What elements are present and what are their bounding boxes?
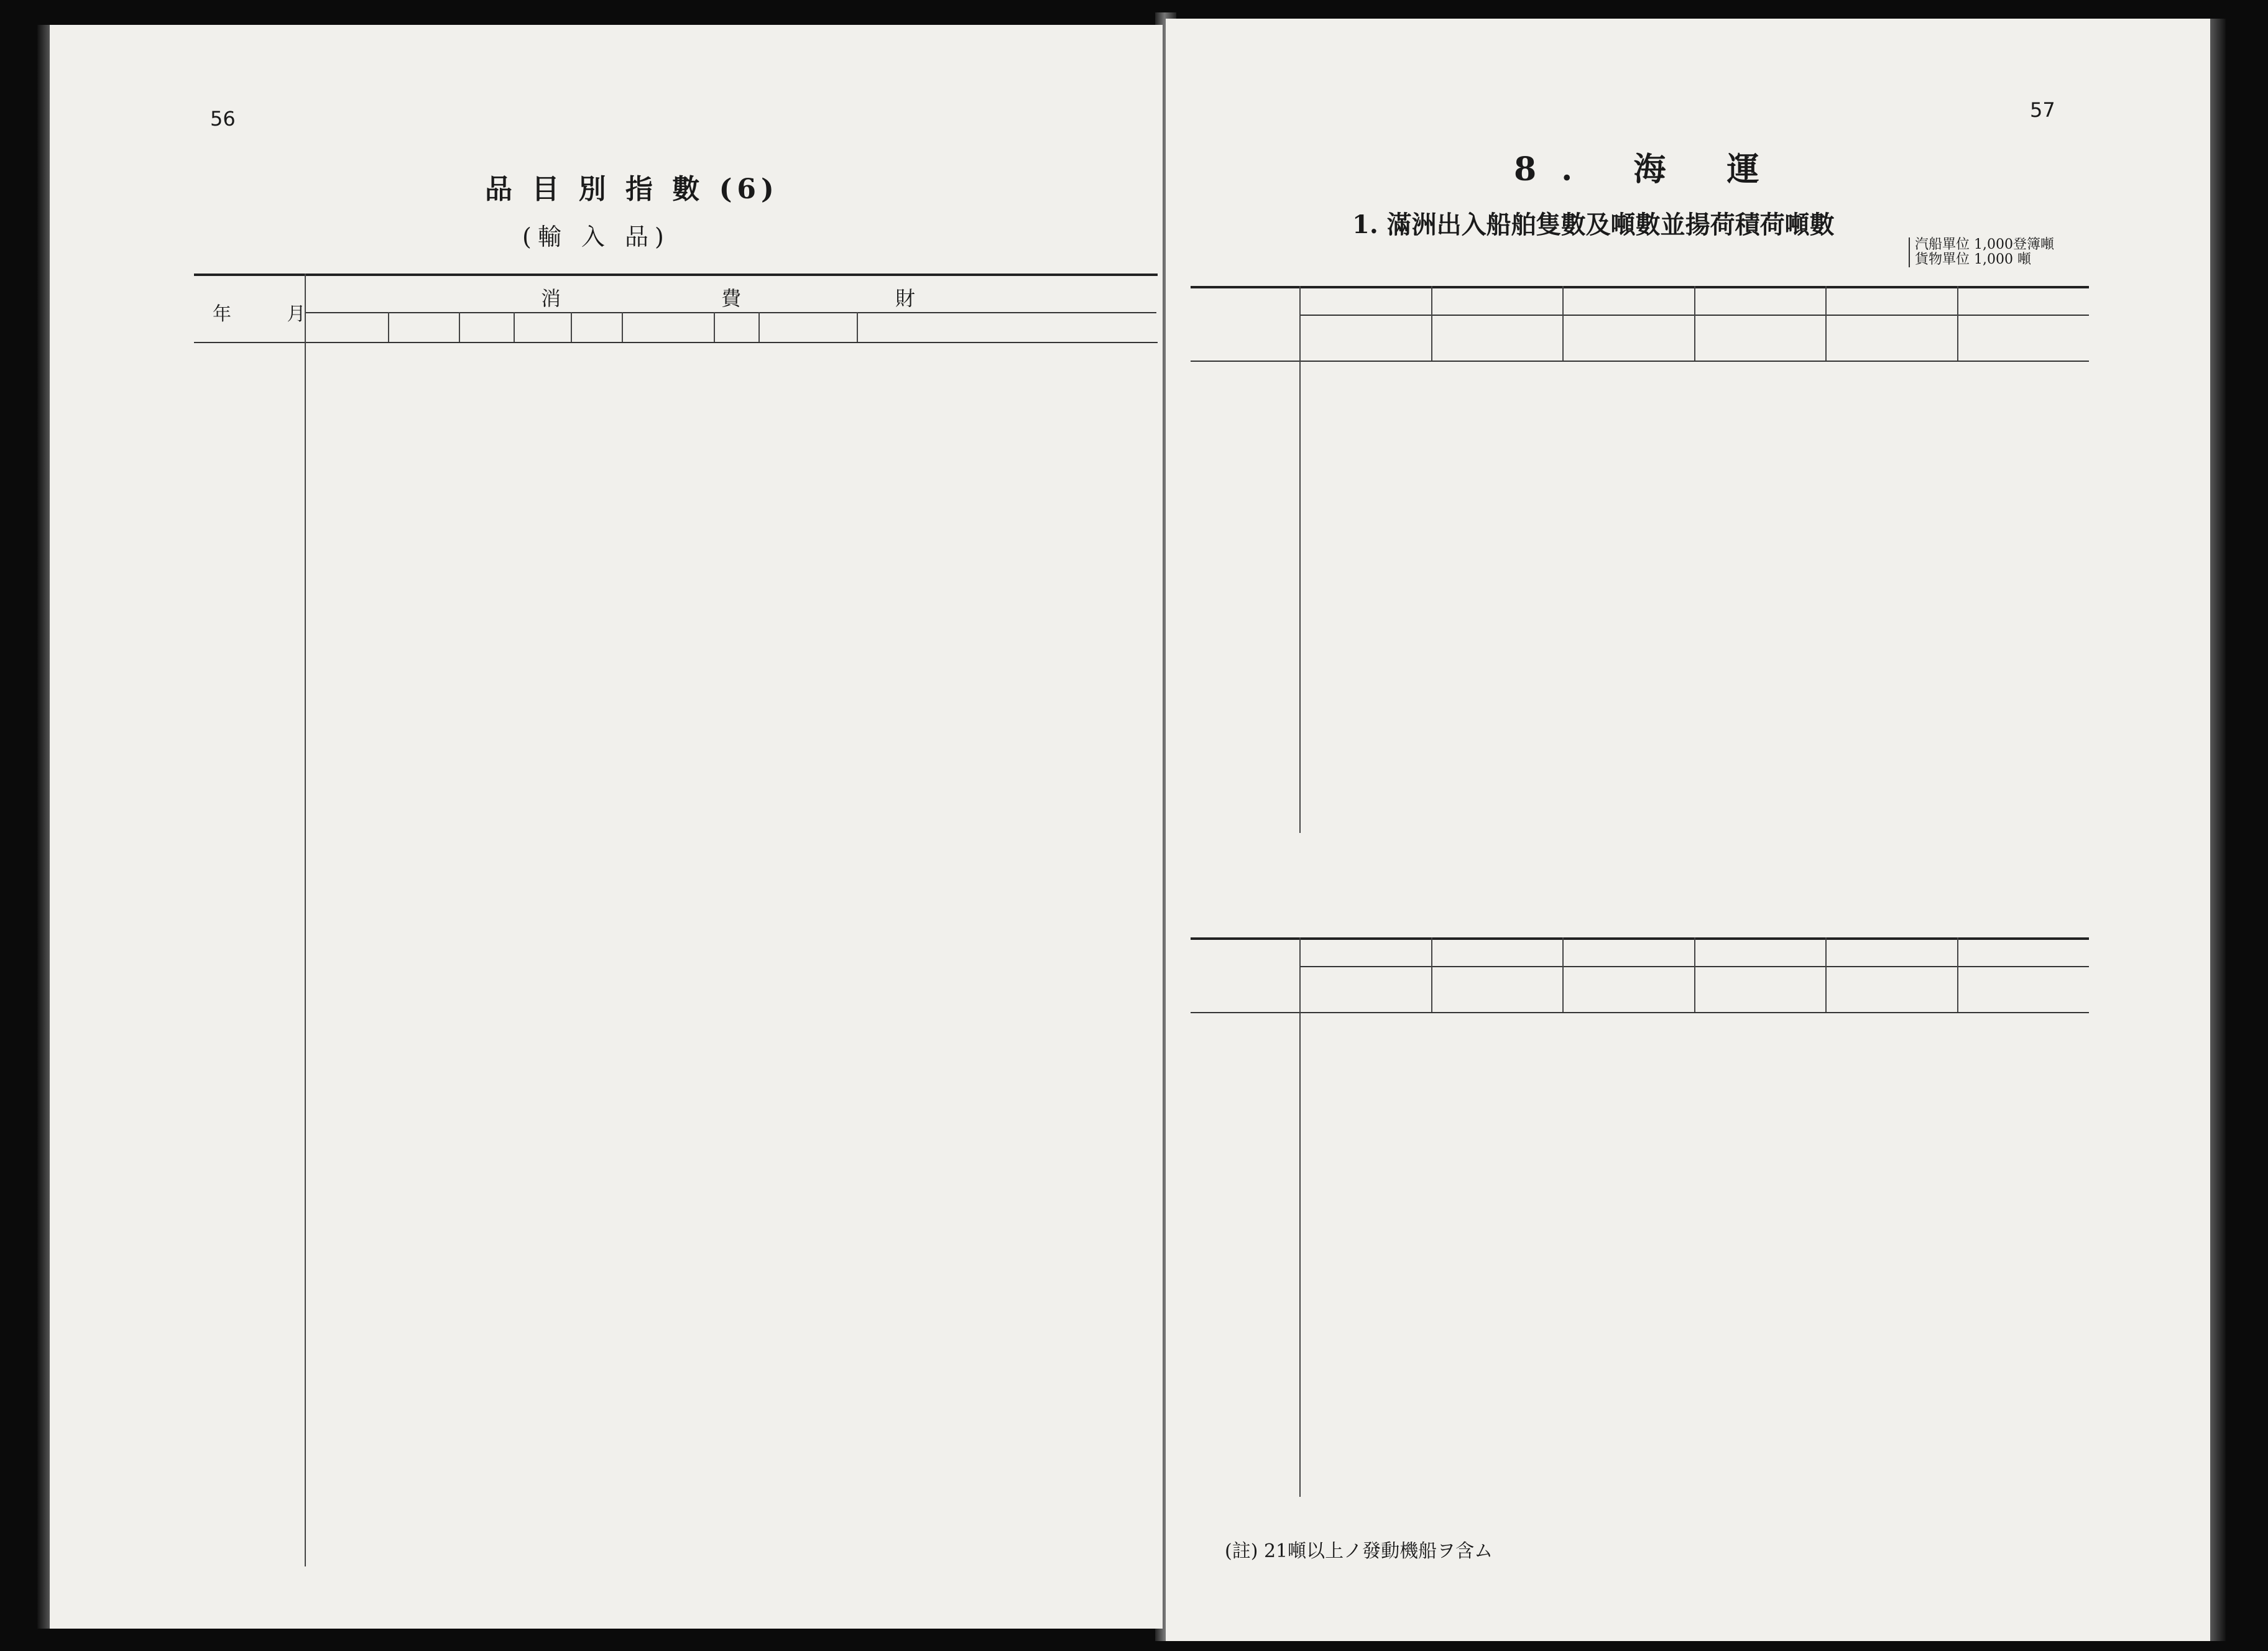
table-row [1191, 556, 2089, 573]
row-header: 年 月 [213, 303, 331, 325]
table-row [194, 1081, 1158, 1100]
group-divider [1825, 286, 1827, 361]
table-row [194, 836, 1158, 855]
table-row [194, 1514, 1158, 1532]
table-row [1191, 1432, 2089, 1450]
column-divider [622, 312, 623, 342]
table-row [194, 432, 1158, 451]
table-row [1191, 1105, 2089, 1123]
left-index-table [194, 351, 1158, 1570]
table-row [194, 865, 1158, 884]
right-page [1166, 19, 2210, 1641]
table-row [194, 1006, 1158, 1024]
table-row [1191, 1329, 2089, 1346]
table-row [1191, 818, 2089, 835]
header-bottom-rule [1191, 361, 2089, 362]
group-divider [1957, 286, 1958, 361]
column-divider [514, 312, 515, 342]
table-row [194, 1288, 1158, 1307]
table-row [194, 715, 1158, 734]
table-row [194, 518, 1158, 537]
table-row [1191, 1348, 2089, 1365]
group-divider [1431, 937, 1432, 1012]
table-row [194, 761, 1158, 780]
table-row [1191, 574, 2089, 592]
column-divider [758, 312, 760, 342]
left-page [50, 25, 1163, 1629]
table-row [1191, 1189, 2089, 1206]
table-row [1191, 435, 2089, 453]
table-row [194, 1373, 1158, 1391]
table-row [1191, 1292, 2089, 1309]
unit-note [1909, 237, 2054, 267]
table-top-rule [194, 274, 1158, 276]
group-header-3: 財 [895, 287, 916, 310]
page-title: 8. 海 運 [1514, 150, 1784, 188]
group-divider [1694, 937, 1695, 1012]
table-row [194, 1250, 1158, 1269]
table-row [1191, 472, 2089, 490]
table-top-rule [1191, 286, 2089, 288]
table-row [194, 470, 1158, 489]
page-subtitle: (輸 入 品) [522, 223, 670, 251]
table-row [194, 780, 1158, 799]
unit-note-cargo: 貨物單位 1,000 噸 [1915, 252, 2031, 268]
table-row [1191, 1244, 2089, 1262]
table-row [194, 1325, 1158, 1344]
table-row [1191, 367, 2089, 384]
ship-table [1191, 367, 2089, 839]
table-row [1191, 491, 2089, 508]
group-divider [1694, 286, 1695, 361]
table-row [1191, 781, 2089, 798]
ship-table [1191, 1018, 2089, 1491]
table-row [1191, 734, 2089, 751]
table-row [1191, 762, 2089, 780]
table-row [194, 593, 1158, 612]
table-row [1191, 1366, 2089, 1384]
table-row [1191, 640, 2089, 658]
column-divider [571, 312, 572, 342]
table-row [194, 500, 1158, 518]
table-row [194, 640, 1158, 659]
table-row [1191, 1451, 2089, 1468]
table-row [1191, 518, 2089, 536]
group-divider [1562, 286, 1564, 361]
table-row [194, 395, 1158, 413]
table-row [1191, 1263, 2089, 1281]
table-row [1191, 1170, 2089, 1187]
table-row [194, 1428, 1158, 1447]
table-row [194, 987, 1158, 1006]
unit-note-ships: 汽船單位 1,000登簿噸 [1915, 237, 2054, 252]
table-row [194, 1166, 1158, 1184]
column-divider [388, 312, 389, 342]
group-header-1: 消 [541, 287, 561, 310]
table-row [194, 1110, 1158, 1128]
table-row [194, 1476, 1158, 1495]
table-row [1191, 1207, 2089, 1225]
table-row [1191, 1143, 2089, 1160]
table-row [1191, 1226, 2089, 1243]
table-row [194, 1307, 1158, 1325]
table-row [194, 1128, 1158, 1147]
table-row [194, 413, 1158, 432]
table-row [194, 884, 1158, 903]
table-row [194, 799, 1158, 817]
table-row [194, 1231, 1158, 1250]
table-row [194, 1184, 1158, 1203]
table-row [1191, 696, 2089, 714]
header-bottom-rule [1191, 1012, 2089, 1013]
table-row [194, 1495, 1158, 1514]
table-row [194, 903, 1158, 921]
table-row [194, 574, 1158, 593]
table-row [1191, 1018, 2089, 1036]
table-row [1191, 1385, 2089, 1402]
table-row [1191, 593, 2089, 610]
table-row [194, 817, 1158, 836]
group-header-2: 費 [721, 287, 742, 310]
page-subtitle: 1. 滿洲出入船舶隻數及噸數並揚荷積荷噸數 [1352, 210, 1835, 239]
table-row [1191, 678, 2089, 695]
table-row [194, 743, 1158, 761]
table-row [1191, 1414, 2089, 1431]
page-title: 品 目 別 指 數 (6) [485, 173, 779, 205]
table-row [194, 1043, 1158, 1062]
table-row [194, 1447, 1158, 1466]
table-row [1191, 404, 2089, 421]
table-row [1191, 1037, 2089, 1054]
table-row [1191, 715, 2089, 732]
group-divider [1957, 937, 1958, 1012]
table-row [194, 678, 1158, 697]
footnote: (註) 21噸以上ノ發動機船ヲ含ム [1225, 1540, 1493, 1562]
table-row [194, 1203, 1158, 1221]
table-row [1191, 659, 2089, 676]
table-row [1191, 1087, 2089, 1104]
table-row [1191, 454, 2089, 471]
page-number: 57 [2030, 98, 2055, 122]
table-row [1191, 385, 2089, 403]
table-row [1191, 1310, 2089, 1328]
table-row [194, 537, 1158, 556]
column-divider [459, 312, 460, 342]
table-row [194, 451, 1158, 470]
table-row [1191, 1469, 2089, 1487]
table-top-rule [1191, 937, 2089, 940]
group-divider [1562, 937, 1564, 1012]
table-row [194, 556, 1158, 574]
group-header-rule [305, 312, 1156, 313]
table-row [1191, 1055, 2089, 1073]
table-row [194, 1269, 1158, 1288]
table-row [194, 1410, 1158, 1428]
table-row [194, 697, 1158, 715]
table-row [194, 940, 1158, 959]
table-row [194, 660, 1158, 678]
table-row [194, 622, 1158, 640]
column-divider [714, 312, 715, 342]
table-row [1191, 537, 2089, 554]
table-row [1191, 799, 2089, 817]
table-row [194, 1147, 1158, 1166]
table-row [194, 1062, 1158, 1081]
header-bottom-rule [194, 342, 1158, 343]
table-row [1191, 1124, 2089, 1141]
column-divider [857, 312, 858, 342]
table-row [194, 357, 1158, 376]
table-row [194, 921, 1158, 940]
table-row [194, 1532, 1158, 1551]
table-row [194, 959, 1158, 977]
table-row [194, 376, 1158, 395]
table-row [194, 1354, 1158, 1373]
group-divider [1825, 937, 1827, 1012]
group-divider [1431, 286, 1432, 361]
page-number: 56 [210, 107, 236, 131]
table-row [194, 1024, 1158, 1043]
table-row [194, 1391, 1158, 1410]
table-row [1191, 612, 2089, 629]
